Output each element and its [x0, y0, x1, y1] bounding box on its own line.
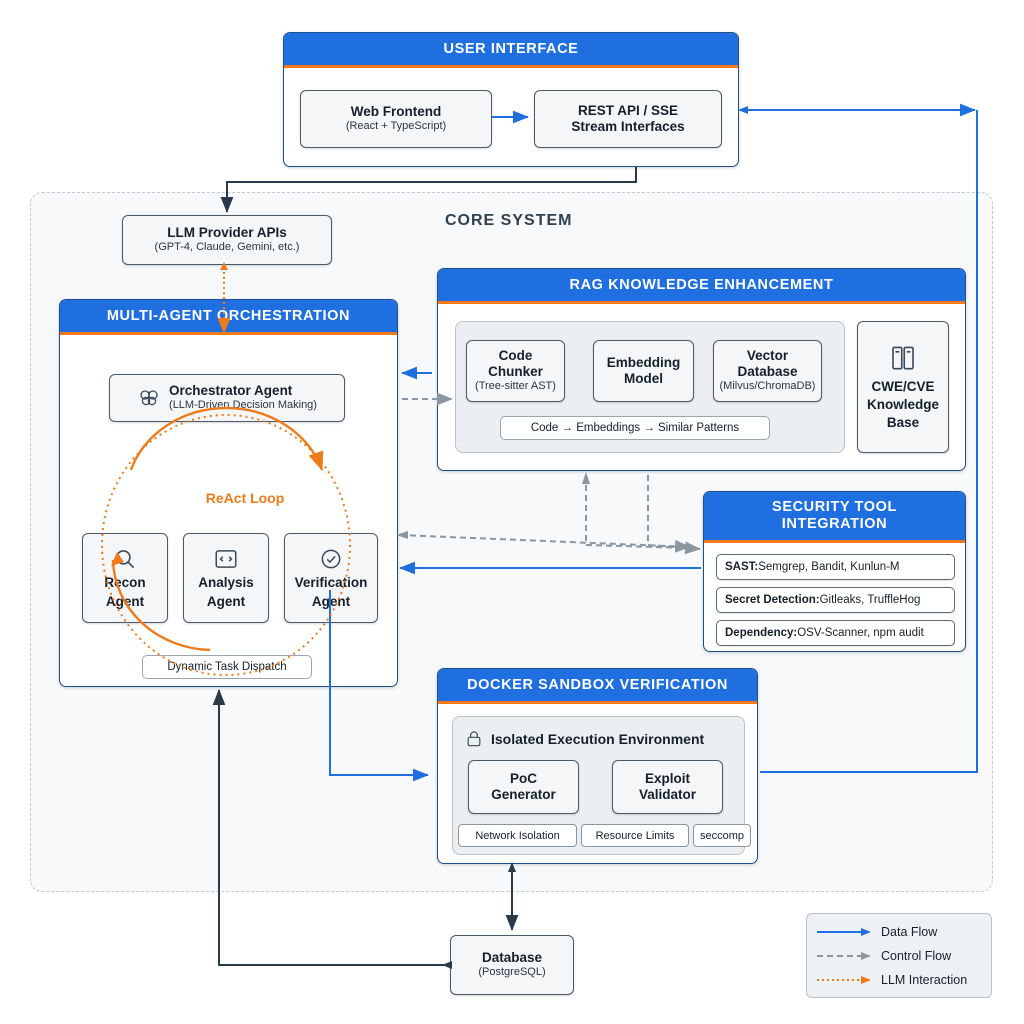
isolated-env-header — [464, 726, 734, 752]
database-node[interactable] — [450, 935, 574, 995]
verification-agent-node[interactable] — [284, 533, 378, 623]
secret-detection-label: Secret Detection: — [725, 594, 820, 606]
orchestrator-subtitle: (LLM-Driven Decision Making) — [169, 399, 317, 412]
brain-icon — [137, 386, 161, 410]
rest-api-title: REST API / SSE — [577, 102, 679, 118]
security-tool-panel — [703, 491, 966, 652]
legend-line-dashed — [815, 949, 875, 963]
recon-agent-title: Recon — [104, 574, 146, 590]
web-frontend-node[interactable] — [300, 90, 492, 148]
security-tool-title-line2: INTEGRATION — [781, 516, 888, 532]
multi-agent-orchestration-panel — [59, 299, 398, 687]
legend-line-dotted — [815, 973, 875, 987]
rag-flow-caption: Code → Embeddings → Similar Patterns — [500, 416, 770, 440]
tag-network-isolation: Network Isolation — [458, 824, 577, 847]
code-chunker-subtitle: (Tree-sitter AST) — [475, 380, 556, 393]
exploit-validator-line2: Validator — [638, 787, 697, 802]
recon-agent-node[interactable] — [82, 533, 168, 623]
analysis-agent-title: Analysis — [198, 574, 254, 590]
legend-label-control-flow: Control Flow — [881, 949, 952, 963]
react-loop-label: ReAct Loop — [205, 490, 285, 506]
security-tool-title — [704, 492, 965, 543]
books-icon — [888, 343, 918, 373]
isolated-env-title: Isolated Execution Environment — [491, 731, 705, 747]
legend-label-llm-interaction: LLM Interaction — [881, 973, 968, 987]
rest-api-subtitle: Stream Interfaces — [571, 119, 685, 134]
tag-seccomp: seccomp — [693, 824, 751, 847]
llm-provider-subtitle: (GPT-4, Claude, Gemini, etc.) — [154, 241, 300, 254]
vector-database-line2: Database — [737, 364, 798, 380]
tag-resource-limits: Resource Limits — [581, 824, 689, 847]
sast-row[interactable] — [716, 554, 955, 580]
orchestrator-agent-node[interactable] — [109, 374, 345, 422]
poc-generator-node[interactable] — [468, 760, 579, 814]
analysis-agent-subtitle: Agent — [206, 594, 246, 609]
kb-line1: CWE/CVE — [871, 378, 935, 394]
cwe-cve-knowledge-base-node[interactable] — [857, 321, 949, 453]
rest-api-node[interactable] — [534, 90, 722, 148]
database-title: Database — [481, 950, 543, 966]
secret-detection-value: Gitleaks, TruffleHog — [819, 594, 921, 606]
dependency-label: Dependency: — [725, 627, 798, 639]
web-frontend-title: Web Frontend — [350, 104, 442, 120]
legend-box — [806, 913, 992, 998]
web-frontend-subtitle: (React + TypeScript) — [345, 120, 447, 133]
kb-line3: Base — [886, 415, 920, 431]
exploit-validator-node[interactable] — [612, 760, 723, 814]
vector-database-subtitle: (Milvus/ChromaDB) — [719, 380, 816, 393]
sast-label: SAST: — [725, 561, 759, 573]
orchestration-title: MULTI-AGENT ORCHESTRATION — [60, 300, 397, 335]
code-chunker-line2: Chunker — [488, 364, 543, 380]
magnifier-icon — [112, 546, 138, 572]
user-interface-title: USER INTERFACE — [284, 33, 738, 68]
orchestrator-title: Orchestrator Agent — [169, 383, 293, 399]
llm-provider-apis-node[interactable] — [122, 215, 332, 265]
docker-sandbox-panel — [437, 668, 758, 864]
core-system-title: CORE SYSTEM — [445, 212, 573, 229]
vector-database-line1: Vector — [746, 347, 789, 363]
legend-item-data-flow — [815, 920, 983, 944]
code-chunker-node[interactable] — [466, 340, 565, 402]
verification-agent-subtitle: Agent — [311, 594, 351, 609]
docker-sandbox-title: DOCKER SANDBOX VERIFICATION — [438, 669, 757, 704]
secret-detection-row[interactable] — [716, 587, 955, 613]
llm-provider-title: LLM Provider APIs — [167, 225, 287, 241]
legend-item-llm-interaction — [815, 968, 983, 992]
embedding-model-line2: Model — [624, 371, 663, 386]
security-tool-title-line1: SECURITY TOOL — [772, 499, 897, 516]
poc-generator-line2: Generator — [491, 787, 556, 802]
code-chunker-line1: Code — [498, 347, 533, 363]
analysis-agent-node[interactable] — [183, 533, 269, 623]
vector-database-node[interactable] — [713, 340, 822, 402]
exploit-validator-line1: Exploit — [644, 770, 690, 786]
sast-value: Semgrep, Bandit, Kunlun-M — [758, 561, 900, 573]
legend-label-data-flow: Data Flow — [881, 925, 938, 939]
dependency-row[interactable] — [716, 620, 955, 646]
legend-line-solid — [815, 925, 875, 939]
dependency-value: OSV-Scanner, npm audit — [797, 627, 924, 639]
rag-panel — [437, 268, 966, 471]
embedding-model-line1: Embedding — [606, 354, 681, 370]
kb-line2: Knowledge — [866, 396, 939, 412]
legend-item-control-flow — [815, 944, 983, 968]
recon-agent-subtitle: Agent — [105, 594, 145, 609]
code-icon — [213, 546, 239, 572]
user-interface-panel — [283, 32, 739, 167]
database-subtitle: (PostgreSQL) — [478, 966, 546, 979]
check-shield-icon — [318, 546, 344, 572]
lock-icon — [464, 729, 484, 749]
verification-agent-title: Verification — [294, 574, 368, 590]
poc-generator-line1: PoC — [510, 770, 537, 786]
rag-title: RAG KNOWLEDGE ENHANCEMENT — [438, 269, 965, 304]
dynamic-task-dispatch-label: Dynamic Task Dispatch — [142, 655, 312, 679]
embedding-model-node[interactable] — [593, 340, 694, 402]
